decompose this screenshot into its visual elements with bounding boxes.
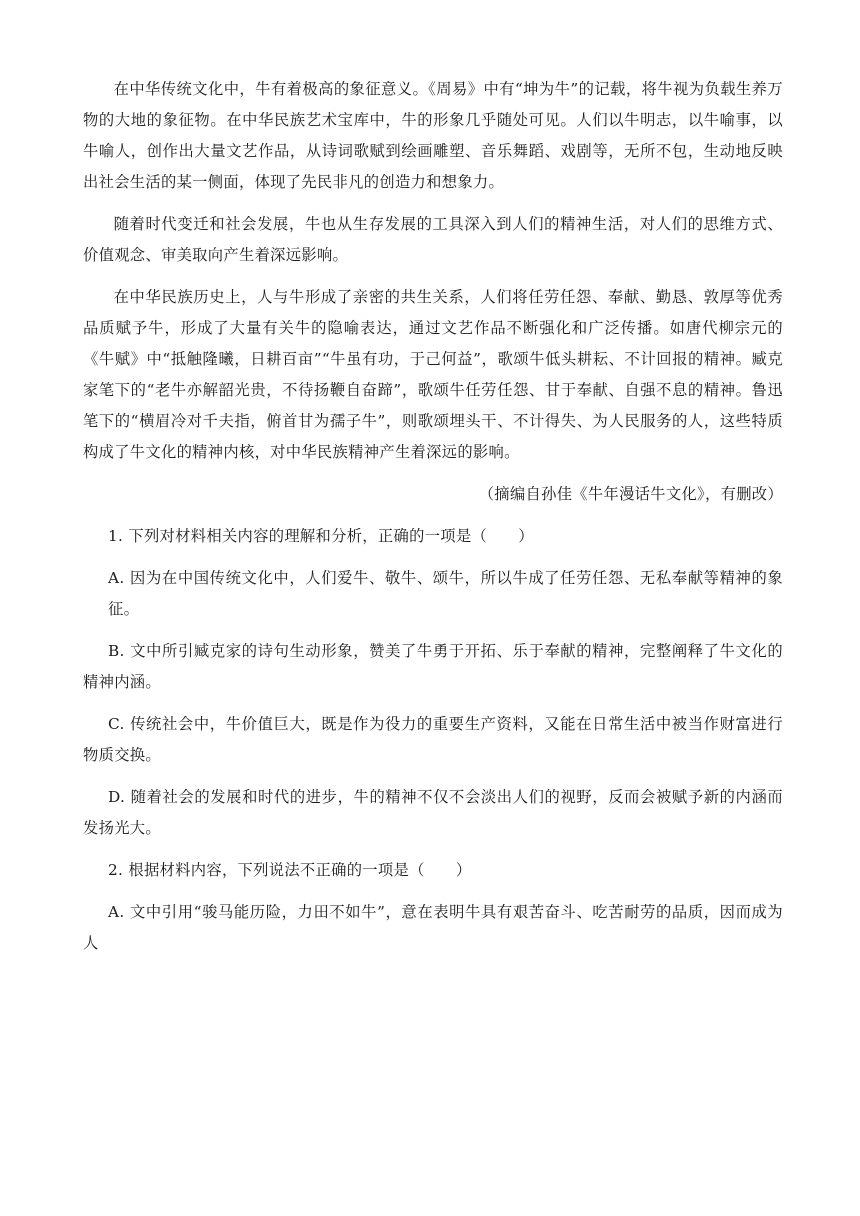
question-1-option-c: C. 传统社会中，牛价值巨大，既是作为役力的重要生产资料，又能在日常生活中被当作财富进行物质交换。 <box>83 715 783 764</box>
passage-paragraph-2: 随着时代变迁和社会发展，牛也从生存发展的工具深入到人们的精神生活，对人们的思维方式、价值观念、审美取向产生着深远影响。 <box>83 215 783 264</box>
question-2-option-a: A. 文中引用“骏马能历险，力田不如牛”，意在表明牛具有艰苦奋斗、吃苦耐劳的品质，因而成为人 <box>83 903 783 952</box>
passage-paragraph-3: 在中华民族历史上，人与牛形成了亲密的共生关系，人们将任劳任怨、奉献、勤恳、敦厚等优秀品质赋予牛，形成了大量有关牛的隐喻表达，通过文艺作品不断强化和广泛传播。如唐代柳宗元的《牛赋》中“抵触隆曦，日耕百亩”“牛虽有功，于己何益”，歌颂牛低头耕耘、不计回报的精神。臧克家笔下的“老牛亦解韶光贵，不待扬鞭自奋蹄”，歌颂牛任劳任怨、甘于奉献、自强不息的精神。鲁迅笔下的“横眉冷对千夫指，俯首甘为孺子牛”，则歌颂埋头干、不计得失、为人民服务的人，这些特质构成了牛文化的精神内核，对中华民族精神产生着深远的影响。 <box>83 288 783 461</box>
question-1-option-d: D. 随着社会的发展和时代的进步，牛的精神不仅不会淡出人们的视野，反而会被赋予新的内涵而发扬光大。 <box>83 788 783 837</box>
question-1-option-b: B. 文中所引臧克家的诗句生动形象，赞美了牛勇于开拓、乐于奉献的精神，完整阐释了牛文化的精神内涵。 <box>83 642 783 691</box>
passage-source: （摘编自孙佳《牛年漫话牛文化》，有删改） <box>478 485 783 503</box>
question-1-stem: 1. 下列对材料相关内容的理解和分析，正确的一项是（ ） <box>108 527 534 545</box>
passage-paragraph-1: 在中华传统文化中，牛有着极高的象征意义。《周易》中有“坤为牛”的记载，将牛视为负载生养万物的大地的象征物。在中华民族艺术宝库中，牛的形象几乎随处可见。人们以牛明志，以牛喻事，以牛喻人，创作出大量文艺作品，从诗词歌赋到绘画雕塑、音乐舞蹈、戏剧等，无所不包，生动地反映出社会生活的某一侧面，体现了先民非凡的创造力和想象力。 <box>83 80 783 191</box>
question-1-option-a: A. 因为在中国传统文化中，人们爱牛、敬牛、颂牛，所以牛成了任劳任怨、无私奉献等精神的象征。 <box>108 569 783 618</box>
document-body <box>83 74 783 959</box>
question-2-stem: 2. 根据材料内容，下列说法不正确的一项是（ ） <box>108 861 472 879</box>
